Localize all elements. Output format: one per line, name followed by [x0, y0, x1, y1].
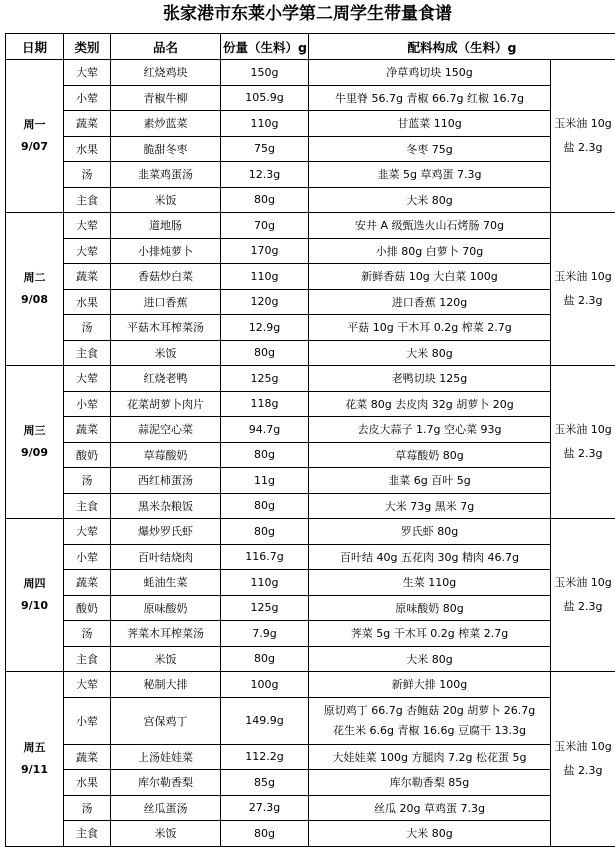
salt-amount: 盐 2.3g: [563, 447, 603, 460]
portion-cell: 12.3g: [221, 162, 309, 188]
category-cell: 小荤: [64, 85, 111, 111]
table-row: [6, 85, 615, 111]
ingredients-cell: [309, 264, 551, 290]
oil-amount: 玉米油 10g: [554, 739, 612, 753]
category-cell: 主食: [64, 821, 111, 847]
dish-name-cell: 上汤娃娃菜: [111, 744, 221, 770]
day-date: 9/08: [21, 293, 48, 306]
category-cell: 主食: [64, 493, 111, 519]
ingredient-line: 生菜 110g: [402, 576, 457, 590]
table-row: [6, 162, 615, 188]
ingredient-line: 大米 80g: [406, 652, 453, 666]
dish-name-cell: 花菜胡萝卜肉片: [111, 391, 221, 417]
ingredient-line: 新鲜香菇 10g 大白菜 100g: [361, 270, 498, 284]
category-cell: 酸奶: [64, 442, 111, 468]
category-cell: 大荤: [64, 213, 111, 239]
portion-cell: 105.9g: [221, 85, 309, 111]
dish-name-cell: 米饭: [111, 821, 221, 847]
oil-amount: 玉米油 10g: [554, 423, 612, 436]
table-row: [6, 340, 615, 366]
category-cell: 水果: [64, 770, 111, 796]
dish-name-cell: 草莓酸奶: [111, 442, 221, 468]
header-row: [6, 34, 615, 60]
portion-cell: 27.3g: [221, 795, 309, 821]
ingredient-line: 大米 73g 黑米 7g: [384, 499, 475, 513]
day-label: 周一: [23, 118, 46, 131]
table-row: [6, 315, 615, 341]
table-row: [6, 493, 615, 519]
salt-amount: 盐 2.3g: [563, 294, 603, 307]
dish-name-cell: 西红柿蛋汤: [111, 468, 221, 494]
day-date: 9/07: [21, 140, 48, 153]
ingredient-line: 大米 80g: [406, 827, 453, 841]
category-cell: 小荤: [64, 391, 111, 417]
dish-name-cell: 脆甜冬枣: [111, 136, 221, 162]
ingredients-cell: [309, 493, 551, 519]
dish-name-cell: 红烧老鸭: [111, 366, 221, 392]
ingredients-cell: [309, 770, 551, 796]
ingredient-line: 荠菜 5g 干木耳 0.2g 榨菜 2.7g: [350, 627, 509, 641]
portion-cell: 125g: [221, 595, 309, 621]
seasoning-cell: [551, 366, 615, 519]
table-row: [6, 136, 615, 162]
category-cell: 蔬菜: [64, 417, 111, 443]
ingredient-line: 冬枣 75g: [406, 142, 453, 156]
ingredients-cell: [309, 519, 551, 545]
dish-name-cell: 库尔勒香梨: [111, 770, 221, 796]
table-row: [6, 544, 615, 570]
header-category: 类别: [64, 34, 111, 60]
day-cell: [6, 213, 64, 366]
ingredients-cell: [309, 366, 551, 392]
category-cell: 水果: [64, 136, 111, 162]
seasoning-cell: [551, 60, 615, 213]
dish-name-cell: 米饭: [111, 187, 221, 213]
dish-name-cell: 道地肠: [111, 213, 221, 239]
ingredient-line: 进口香蕉 120g: [391, 295, 468, 309]
table-row: [6, 391, 615, 417]
dish-name-cell: 韭菜鸡蛋汤: [111, 162, 221, 188]
category-cell: 酸奶: [64, 595, 111, 621]
header-name: 品名: [111, 34, 221, 60]
day-date: 9/10: [21, 599, 48, 612]
portion-cell: 94.7g: [221, 417, 309, 443]
dish-name-cell: 宫保鸡丁: [111, 697, 221, 744]
table-row: [6, 770, 615, 796]
ingredient-line: 甘蓝菜 110g: [397, 117, 462, 131]
day-date: 9/09: [21, 446, 48, 459]
ingredient-line: 去皮大蒜子 1.7g 空心菜 93g: [357, 423, 502, 437]
portion-cell: 85g: [221, 770, 309, 796]
day-cell: [6, 672, 64, 847]
category-cell: 小荤: [64, 697, 111, 744]
category-cell: 汤: [64, 315, 111, 341]
ingredients-cell: [309, 621, 551, 647]
category-cell: 汤: [64, 468, 111, 494]
table-row: [6, 621, 615, 647]
ingredient-line: 丝瓜 20g 草鸡蛋 7.3g: [374, 801, 485, 815]
salt-amount: 盐 2.3g: [563, 600, 603, 613]
table-row: [6, 468, 615, 494]
menu-table: [5, 33, 615, 847]
portion-cell: 110g: [221, 570, 309, 596]
portion-cell: 80g: [221, 821, 309, 847]
ingredient-line: 韭菜 6g 百叶 5g: [388, 474, 471, 488]
oil-amount: 玉米油 10g: [554, 117, 612, 130]
portion-cell: 150g: [221, 60, 309, 86]
category-cell: 主食: [64, 340, 111, 366]
dish-name-cell: 秘制大排: [111, 672, 221, 698]
ingredient-line: 花生米 6.6g 青椒 16.6g 豆腐干 13.3g: [333, 723, 526, 737]
ingredients-cell: [309, 315, 551, 341]
dish-name-cell: 进口香蕉: [111, 289, 221, 315]
ingredient-line: 新鲜大排 100g: [391, 678, 468, 692]
ingredients-cell: [309, 672, 551, 698]
dish-name-cell: 小排炖萝卜: [111, 238, 221, 264]
table-row: [6, 646, 615, 672]
seasoning-cell: [551, 672, 615, 847]
category-cell: 大荤: [64, 60, 111, 86]
portion-cell: 110g: [221, 264, 309, 290]
portion-cell: 112.2g: [221, 744, 309, 770]
oil-amount: 玉米油 10g: [554, 270, 612, 283]
portion-cell: 7.9g: [221, 621, 309, 647]
header-date: 日期: [6, 34, 64, 60]
salt-amount: 盐 2.3g: [563, 763, 603, 777]
portion-cell: 170g: [221, 238, 309, 264]
ingredients-cell: [309, 187, 551, 213]
category-cell: 蔬菜: [64, 264, 111, 290]
dish-name-cell: 荠菜木耳榨菜汤: [111, 621, 221, 647]
portion-cell: 110g: [221, 111, 309, 137]
table-row: [6, 187, 615, 213]
category-cell: 蔬菜: [64, 570, 111, 596]
page-title: 张家港市东莱小学第二周学生带量食谱: [163, 4, 452, 24]
ingredients-cell: [309, 442, 551, 468]
ingredient-line: 罗氏虾 80g: [400, 525, 459, 539]
ingredients-cell: [309, 795, 551, 821]
portion-cell: 80g: [221, 442, 309, 468]
oil-amount: 玉米油 10g: [554, 576, 612, 589]
table-row: [6, 238, 615, 264]
dish-name-cell: 丝瓜蛋汤: [111, 795, 221, 821]
table-row: [6, 366, 615, 392]
ingredients-cell: [309, 697, 551, 744]
category-cell: 小荤: [64, 544, 111, 570]
category-cell: 汤: [64, 162, 111, 188]
portion-cell: 80g: [221, 646, 309, 672]
day-label: 周三: [23, 424, 46, 437]
category-cell: 汤: [64, 795, 111, 821]
table-row: [6, 821, 615, 847]
table-row: [6, 519, 615, 545]
seasoning-cell: [551, 213, 615, 366]
table-row: [6, 264, 615, 290]
ingredient-line: 老鸭切块 125g: [391, 372, 468, 386]
table-row: [6, 111, 615, 137]
portion-cell: 80g: [221, 519, 309, 545]
dish-name-cell: 蚝油生菜: [111, 570, 221, 596]
header-ingredients: 配料构成（生料）g: [309, 34, 615, 60]
portion-cell: 80g: [221, 187, 309, 213]
ingredients-cell: [309, 544, 551, 570]
table-row: [6, 697, 615, 744]
day-label: 周二: [23, 271, 46, 284]
table-row: [6, 672, 615, 698]
dish-name-cell: 青椒牛柳: [111, 85, 221, 111]
portion-cell: 12.9g: [221, 315, 309, 341]
ingredient-line: 大米 80g: [406, 346, 453, 360]
ingredient-line: 净草鸡切块 150g: [386, 66, 473, 80]
portion-cell: 80g: [221, 493, 309, 519]
dish-name-cell: 百叶结烧肉: [111, 544, 221, 570]
category-cell: 主食: [64, 187, 111, 213]
category-cell: 水果: [64, 289, 111, 315]
table-row: [6, 417, 615, 443]
category-cell: 大荤: [64, 672, 111, 698]
ingredients-cell: [309, 136, 551, 162]
header-portion: 份量（生料）g: [221, 34, 309, 60]
ingredients-cell: [309, 570, 551, 596]
ingredient-line: 原味酸奶 80g: [395, 601, 464, 615]
ingredients-cell: [309, 238, 551, 264]
dish-name-cell: 蒜泥空心菜: [111, 417, 221, 443]
ingredients-cell: [309, 213, 551, 239]
category-cell: 大荤: [64, 366, 111, 392]
day-cell: [6, 519, 64, 672]
dish-name-cell: 香菇炒白菜: [111, 264, 221, 290]
category-cell: 主食: [64, 646, 111, 672]
category-cell: 蔬菜: [64, 111, 111, 137]
category-cell: 蔬菜: [64, 744, 111, 770]
ingredients-cell: [309, 821, 551, 847]
portion-cell: 100g: [221, 672, 309, 698]
ingredients-cell: [309, 744, 551, 770]
table-row: [6, 289, 615, 315]
dish-name-cell: 米饭: [111, 646, 221, 672]
day-label: 周四: [23, 577, 46, 590]
salt-amount: 盐 2.3g: [563, 141, 603, 154]
ingredient-line: 原切鸡丁 66.7g 杏鲍菇 20g 胡萝卜 26.7g: [323, 703, 536, 717]
portion-cell: 149.9g: [221, 697, 309, 744]
portion-cell: 75g: [221, 136, 309, 162]
ingredient-line: 花菜 80g 去皮肉 32g 胡萝卜 20g: [345, 397, 514, 411]
category-cell: 大荤: [64, 238, 111, 264]
category-cell: 汤: [64, 621, 111, 647]
ingredients-cell: [309, 162, 551, 188]
portion-cell: 70g: [221, 213, 309, 239]
category-cell: 大荤: [64, 519, 111, 545]
ingredients-cell: [309, 60, 551, 86]
ingredients-cell: [309, 468, 551, 494]
ingredient-line: 平菇 10g 干木耳 0.2g 榨菜 2.7g: [347, 321, 512, 335]
table-row: [6, 213, 615, 239]
ingredients-cell: [309, 417, 551, 443]
table-row: [6, 795, 615, 821]
table-row: [6, 442, 615, 468]
day-cell: [6, 366, 64, 519]
table-row: [6, 595, 615, 621]
ingredient-line: 韭菜 5g 草鸡蛋 7.3g: [377, 168, 482, 182]
dish-name-cell: 黑米杂粮饭: [111, 493, 221, 519]
dish-name-cell: 红烧鸡块: [111, 60, 221, 86]
ingredients-cell: [309, 85, 551, 111]
ingredient-line: 草莓酸奶 80g: [395, 448, 464, 462]
table-row: [6, 60, 615, 86]
portion-cell: 120g: [221, 289, 309, 315]
ingredients-cell: [309, 340, 551, 366]
dish-name-cell: 平菇木耳榨菜汤: [111, 315, 221, 341]
dish-name-cell: 米饭: [111, 340, 221, 366]
ingredient-line: 牛里脊 56.7g 青椒 66.7g 红椒 16.7g: [335, 91, 524, 105]
ingredients-cell: [309, 289, 551, 315]
ingredient-line: 百叶结 40g 五花肉 30g 精肉 46.7g: [340, 550, 519, 564]
ingredients-cell: [309, 111, 551, 137]
dish-name-cell: 原味酸奶: [111, 595, 221, 621]
ingredients-cell: [309, 595, 551, 621]
ingredient-line: 安井 A 级甄选火山石烤肠 70g: [355, 219, 504, 233]
day-cell: [6, 60, 64, 213]
ingredients-cell: [309, 391, 551, 417]
portion-cell: 11g: [221, 468, 309, 494]
ingredient-line: 小排 80g 白萝卜 70g: [375, 244, 484, 258]
table-row: [6, 570, 615, 596]
ingredients-cell: [309, 646, 551, 672]
ingredient-line: 大米 80g: [406, 193, 453, 207]
ingredient-line: 大娃娃菜 100g 方腿肉 7.2g 松花蛋 5g: [332, 750, 527, 764]
day-date: 9/11: [21, 762, 48, 776]
seasoning-cell: [551, 519, 615, 672]
table-row: [6, 744, 615, 770]
portion-cell: 80g: [221, 340, 309, 366]
dish-name-cell: 素炒蓝菜: [111, 111, 221, 137]
ingredient-line: 库尔勒香梨 85g: [389, 776, 470, 790]
portion-cell: 116.7g: [221, 544, 309, 570]
dish-name-cell: 爆炒罗氏虾: [111, 519, 221, 545]
day-label: 周五: [23, 740, 46, 754]
portion-cell: 125g: [221, 366, 309, 392]
portion-cell: 118g: [221, 391, 309, 417]
